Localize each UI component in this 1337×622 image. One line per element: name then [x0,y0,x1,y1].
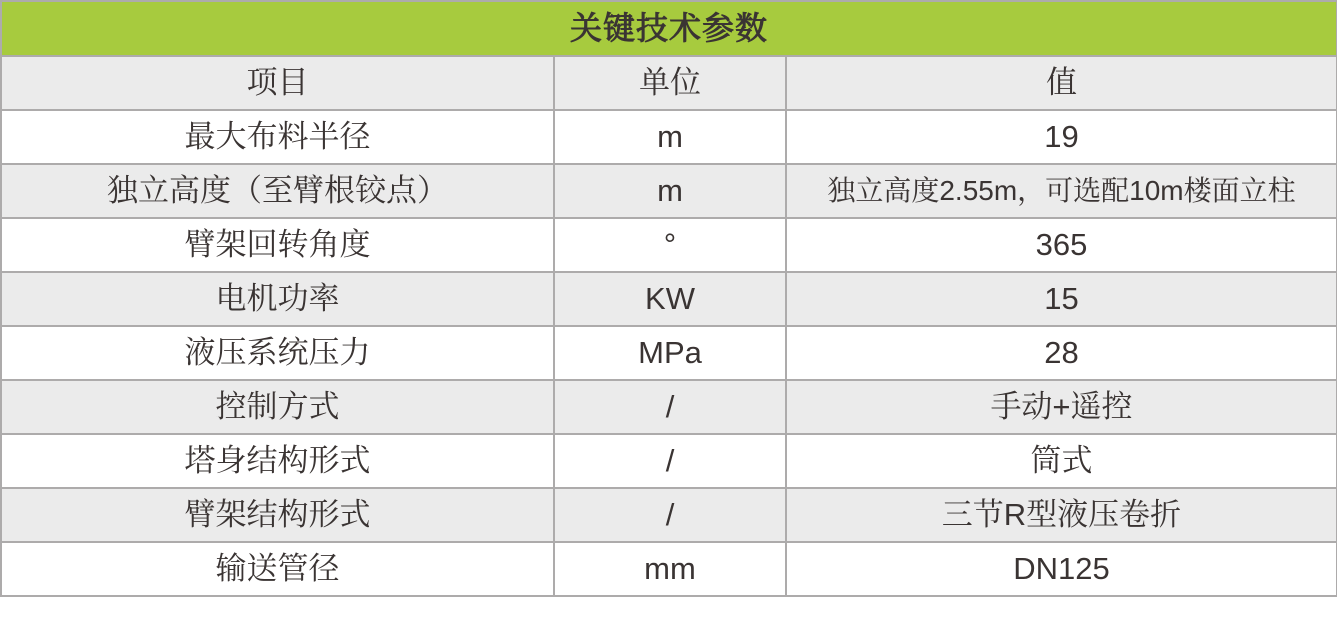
table-row [1,326,1337,380]
value-cell: 15 [786,272,1337,326]
table-row [1,380,1337,434]
table-body [1,110,1337,596]
unit-cell: m [554,164,786,218]
item-cell: 电机功率 [1,272,554,326]
table-row [1,218,1337,272]
table-title: 关键技术参数 [1,1,1337,56]
unit-cell: / [554,434,786,488]
unit-cell: / [554,488,786,542]
value-cell: 筒式 [786,434,1337,488]
value-cell: 365 [786,218,1337,272]
value-cell: 28 [786,326,1337,380]
table-row [1,110,1337,164]
unit-cell: MPa [554,326,786,380]
value-cell: 独立高度2.55m，可选配10m楼面立柱 [786,164,1337,218]
value-cell: 手动+遥控 [786,380,1337,434]
table-row [1,164,1337,218]
item-cell: 独立高度（至臂根铰点） [1,164,554,218]
column-header-item: 项目 [1,56,554,110]
item-cell: 塔身结构形式 [1,434,554,488]
unit-cell: KW [554,272,786,326]
item-cell: 臂架回转角度 [1,218,554,272]
table-title-row [1,1,1337,56]
column-header-value: 值 [786,56,1337,110]
value-cell: 19 [786,110,1337,164]
unit-cell: / [554,380,786,434]
table-row [1,434,1337,488]
item-cell: 液压系统压力 [1,326,554,380]
unit-cell: ° [554,218,786,272]
item-cell: 臂架结构形式 [1,488,554,542]
value-cell: 三节R型液压卷折 [786,488,1337,542]
item-cell: 最大布料半径 [1,110,554,164]
table-row [1,272,1337,326]
table-row [1,542,1337,596]
column-header-unit: 单位 [554,56,786,110]
item-cell: 控制方式 [1,380,554,434]
table-row [1,488,1337,542]
item-cell: 输送管径 [1,542,554,596]
unit-cell: mm [554,542,786,596]
value-cell: DN125 [786,542,1337,596]
unit-cell: m [554,110,786,164]
table-header-row [1,56,1337,110]
